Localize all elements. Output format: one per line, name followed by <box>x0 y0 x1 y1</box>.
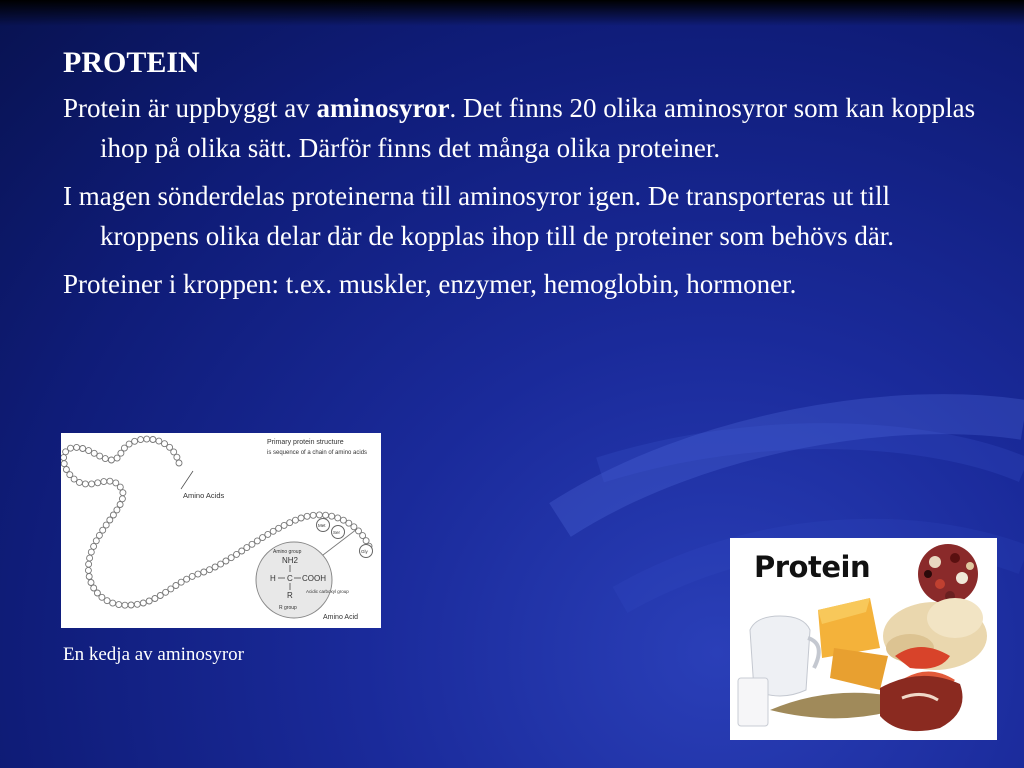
chain-bead <box>107 478 113 484</box>
chain-bead <box>97 453 103 459</box>
chain-bead <box>86 574 92 580</box>
chain-bead <box>212 564 218 570</box>
chain-bead <box>63 449 69 455</box>
chain-bead <box>363 538 369 544</box>
chain-bead <box>201 569 207 575</box>
chain-bead <box>91 450 97 456</box>
amino-acid-chain-diagram <box>61 433 381 628</box>
paragraph1-end: . Det finns 20 olika aminosyror som kan kopplas ihop på olika sätt. Därför finns det många olika proteiner. <box>100 93 976 163</box>
chain-bead <box>89 481 95 487</box>
chain-bead <box>104 598 110 604</box>
chain-bead <box>134 601 140 607</box>
chain-bead <box>195 571 201 577</box>
chain-bead <box>61 455 67 461</box>
protein-foods-image <box>730 538 997 740</box>
bead-label-ser: Ser <box>333 530 341 535</box>
chain-bead <box>184 576 190 582</box>
chain-bead <box>74 444 80 450</box>
slide-heading: PROTEIN <box>63 46 200 79</box>
chain-bead <box>150 437 156 443</box>
chain-bead <box>292 517 298 523</box>
chain-bead <box>156 438 162 444</box>
chain-bead <box>298 515 304 521</box>
beans-bowl <box>918 544 978 604</box>
chain-bead <box>304 513 310 519</box>
chain-bead <box>287 520 293 526</box>
chain-bead <box>249 541 255 547</box>
chain-svg <box>61 433 381 628</box>
chain-bead <box>122 602 128 608</box>
chain-bead <box>140 600 146 606</box>
chain-bead <box>82 481 88 487</box>
c-label: C <box>287 574 293 583</box>
chain-bead <box>281 522 287 528</box>
milk-glass <box>738 678 768 726</box>
paragraph-aminosyror <box>63 88 983 168</box>
chain-bead <box>95 480 101 486</box>
chain-bead <box>76 479 82 485</box>
chain-bead <box>128 602 134 608</box>
chain-bead <box>117 502 123 508</box>
nh2-label: NH2 <box>282 556 299 565</box>
chain-bead <box>88 580 94 586</box>
chain-bead <box>207 567 213 573</box>
chain-bead <box>138 437 144 443</box>
chain-bead <box>93 538 99 544</box>
diagram-caption: En kedja av aminosyror <box>63 644 244 665</box>
chain-bead <box>189 573 195 579</box>
steak <box>880 676 963 731</box>
chain-bead <box>86 561 92 567</box>
chain-bead <box>110 600 116 606</box>
food-image-title: Protein <box>754 550 871 584</box>
chain-bead <box>117 484 123 490</box>
diagram-chain-label: Amino Acids <box>183 491 225 500</box>
chain-bead <box>88 549 94 555</box>
chain-bead <box>176 460 182 466</box>
chain-bead <box>85 567 91 573</box>
chain-bead <box>86 448 92 454</box>
amino-group-label: Amino group <box>273 549 302 555</box>
paragraph1-start: Protein är uppbyggt av <box>63 93 317 123</box>
cheese <box>818 598 888 690</box>
chain-bead <box>116 602 122 608</box>
chain-bead <box>146 598 152 604</box>
detail-amino-acid-label: Amino Acid <box>323 614 359 621</box>
chain-bead <box>119 496 125 502</box>
chain-bead <box>87 555 93 561</box>
chain-bead <box>276 525 282 531</box>
acidic-group-label: Acidic carboxyl group <box>306 589 349 594</box>
chain-bead <box>316 512 322 518</box>
chain-bead <box>323 512 329 518</box>
chain-bead <box>132 438 138 444</box>
chain-bead <box>114 455 120 461</box>
paragraph-proteiner-i-kroppen: Proteiner i kroppen: t.ex. muskler, enzymer, hemoglobin, hormoner. <box>63 269 797 299</box>
r-label: R <box>287 591 293 600</box>
chain-bead <box>335 515 341 521</box>
bead-label-gly: Gly <box>361 549 368 554</box>
paragraph-magen: I magen sönderdelas proteinerna till aminosyror igen. De transporteras ut till kroppens olika delar där de kopplas ihop till de proteiner som behövs där. <box>63 181 895 251</box>
slide-content <box>63 44 983 312</box>
chain-bead <box>144 436 150 442</box>
diagram-title: Primary protein structure <box>267 439 344 446</box>
chain-bead <box>120 490 126 496</box>
chain-bead <box>329 513 335 519</box>
chain-bead <box>101 479 107 485</box>
chain-bead <box>61 461 67 467</box>
chain-bead <box>80 446 86 452</box>
h-label: H <box>270 574 276 583</box>
chain-bead <box>91 543 97 549</box>
chain-bead <box>310 512 316 518</box>
bead-label-met: Met <box>318 523 326 528</box>
r-group-label: R group <box>279 605 297 611</box>
chain-bead <box>102 456 108 462</box>
chain-bead <box>108 457 114 463</box>
chain-bead <box>162 441 168 447</box>
diagram-subtitle: is sequence of a chain of amino acids <box>267 450 368 456</box>
cooh-label: COOH <box>302 574 326 583</box>
paragraph1-bold: aminosyror <box>316 93 450 123</box>
